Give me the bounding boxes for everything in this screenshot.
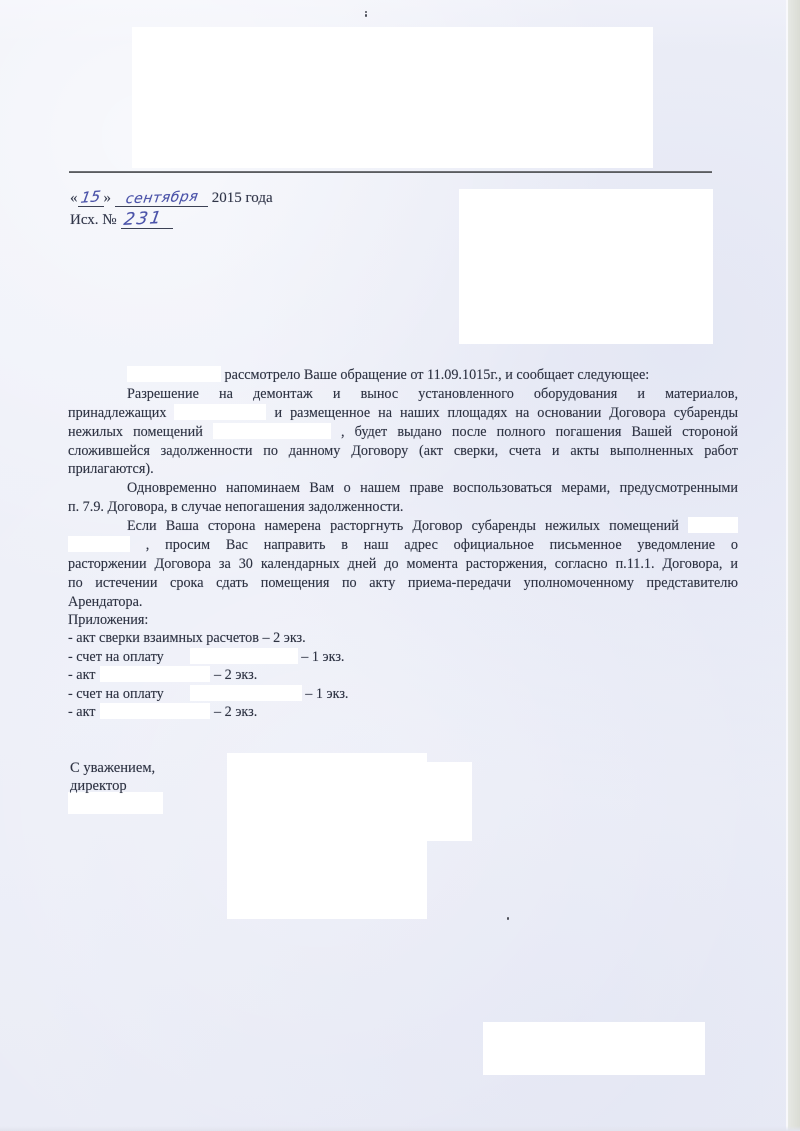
attachments-block — [68, 611, 738, 721]
redaction-inline — [127, 366, 221, 382]
redaction-inline — [213, 423, 331, 439]
attachment-item — [68, 685, 738, 703]
body-line — [68, 517, 738, 536]
handwritten-month: сентября — [124, 188, 199, 208]
text-segment: – 2 экз. — [210, 703, 258, 720]
attachment-item — [68, 629, 738, 647]
paragraph-indent — [68, 378, 127, 379]
attachments-title: Приложения: — [68, 612, 149, 628]
text-segment: прилагаются). — [68, 461, 154, 478]
text-segment: - счет на оплату — [68, 648, 164, 665]
paragraph-indent — [68, 397, 127, 398]
text-segment: - акт — [68, 667, 96, 684]
ref-number-field — [121, 207, 173, 230]
text-segment: по истечении срока сдать помещения по акту приема-передачи уполномоченному представителю — [68, 574, 738, 591]
redaction-inline — [190, 685, 302, 701]
body-line — [68, 404, 738, 423]
body-line — [68, 593, 738, 612]
body-line — [68, 555, 738, 574]
body-line — [68, 423, 738, 442]
text-segment: и размещенное на наших площадях на основании Договора субаренды — [266, 404, 738, 421]
redaction-inline — [100, 703, 210, 719]
text-segment: Если Ваша сторона намерена расторгнуть Договор субаренды нежилых помещений — [127, 518, 688, 535]
scan-edge-bottom — [0, 1126, 800, 1131]
text-segment: Арендатора. — [68, 593, 143, 610]
redaction-box-signature-stamp — [227, 753, 427, 919]
text-segment: – 2 экз. — [210, 667, 258, 684]
body-line — [68, 366, 738, 385]
paragraph-indent — [68, 529, 127, 530]
redaction-box-letterhead — [132, 27, 653, 168]
scan-speck — [507, 917, 509, 920]
body-line — [68, 385, 738, 404]
text-segment: – 1 экз. — [301, 685, 349, 702]
attachments-list — [68, 629, 738, 721]
paragraph-indent — [68, 491, 127, 492]
redaction-inline — [190, 648, 298, 664]
body-line — [68, 574, 738, 593]
closing-title: директор — [70, 777, 127, 794]
body-line — [68, 536, 738, 555]
body-line — [68, 498, 738, 517]
text-segment: , просим Вас направить в наш адрес официальное письменное уведомление о — [130, 537, 738, 554]
text-segment: принадлежащих — [68, 404, 175, 421]
closing-regards: С уважением, — [70, 760, 156, 776]
ref-label: Исх. № — [70, 212, 117, 228]
year-text: 2015 года — [211, 190, 273, 206]
text-segment: - акт сверки взаимных расчетов – 2 экз. — [68, 630, 306, 647]
date-block — [70, 187, 273, 234]
text-segment: рассмотрело Ваше обращение от 11.09.1015г., и сообщает следующее: — [221, 367, 650, 383]
attachment-item — [68, 666, 738, 684]
ref-line — [70, 207, 273, 234]
letterhead-divider-line — [69, 171, 712, 173]
close-quote: » — [103, 190, 111, 206]
body-line — [68, 460, 738, 479]
text-segment: , будет выдано после полного погашения Вашей стороной — [330, 423, 738, 440]
body-text — [68, 366, 738, 612]
day-field — [78, 187, 104, 207]
open-quote: « — [70, 190, 78, 206]
text-segment: Одновременно напоминаем Вам о нашем праве воспользоваться мерами, предусмотренными — [127, 480, 738, 497]
scan-speck — [365, 11, 367, 13]
redaction-inline — [174, 404, 266, 420]
body-line — [68, 479, 738, 498]
redaction-box-signature-stamp-right — [427, 762, 472, 841]
text-segment: расторжении Договора за 30 календарных дней до момента расторжения, согласно п.11.1. Договора, и — [68, 555, 738, 572]
redaction-box-addressee — [459, 189, 713, 344]
date-line — [70, 187, 273, 212]
text-segment: сложившейся задолженности по данному Договору (акт сверки, счета и акты выполненных работ — [68, 442, 738, 459]
month-field — [115, 188, 208, 208]
scan-edge-right — [786, 0, 800, 1131]
text-segment: п. 7.9. Договора, в случае непогашения задолженности. — [68, 499, 404, 516]
closing-block — [70, 760, 155, 795]
text-segment: - акт — [68, 703, 96, 720]
text-segment: - счет на оплату — [68, 685, 164, 702]
text-segment: нежилых помещений — [68, 423, 213, 440]
attachment-item — [68, 703, 738, 721]
handwritten-day: 15 — [79, 187, 102, 207]
redaction-inline — [68, 536, 130, 552]
redaction-box-signee-name — [68, 792, 163, 814]
body-line — [68, 442, 738, 461]
redaction-inline — [688, 517, 738, 533]
scan-speck — [365, 14, 367, 17]
attachment-item — [68, 648, 738, 666]
redaction-inline — [100, 666, 210, 682]
text-segment: – 1 экз. — [297, 648, 345, 665]
handwritten-ref-number: 231 — [121, 207, 164, 230]
redaction-box-bottom — [483, 1022, 705, 1075]
text-segment: Разрешение на демонтаж и вынос установленного оборудования и материалов, — [127, 385, 738, 402]
